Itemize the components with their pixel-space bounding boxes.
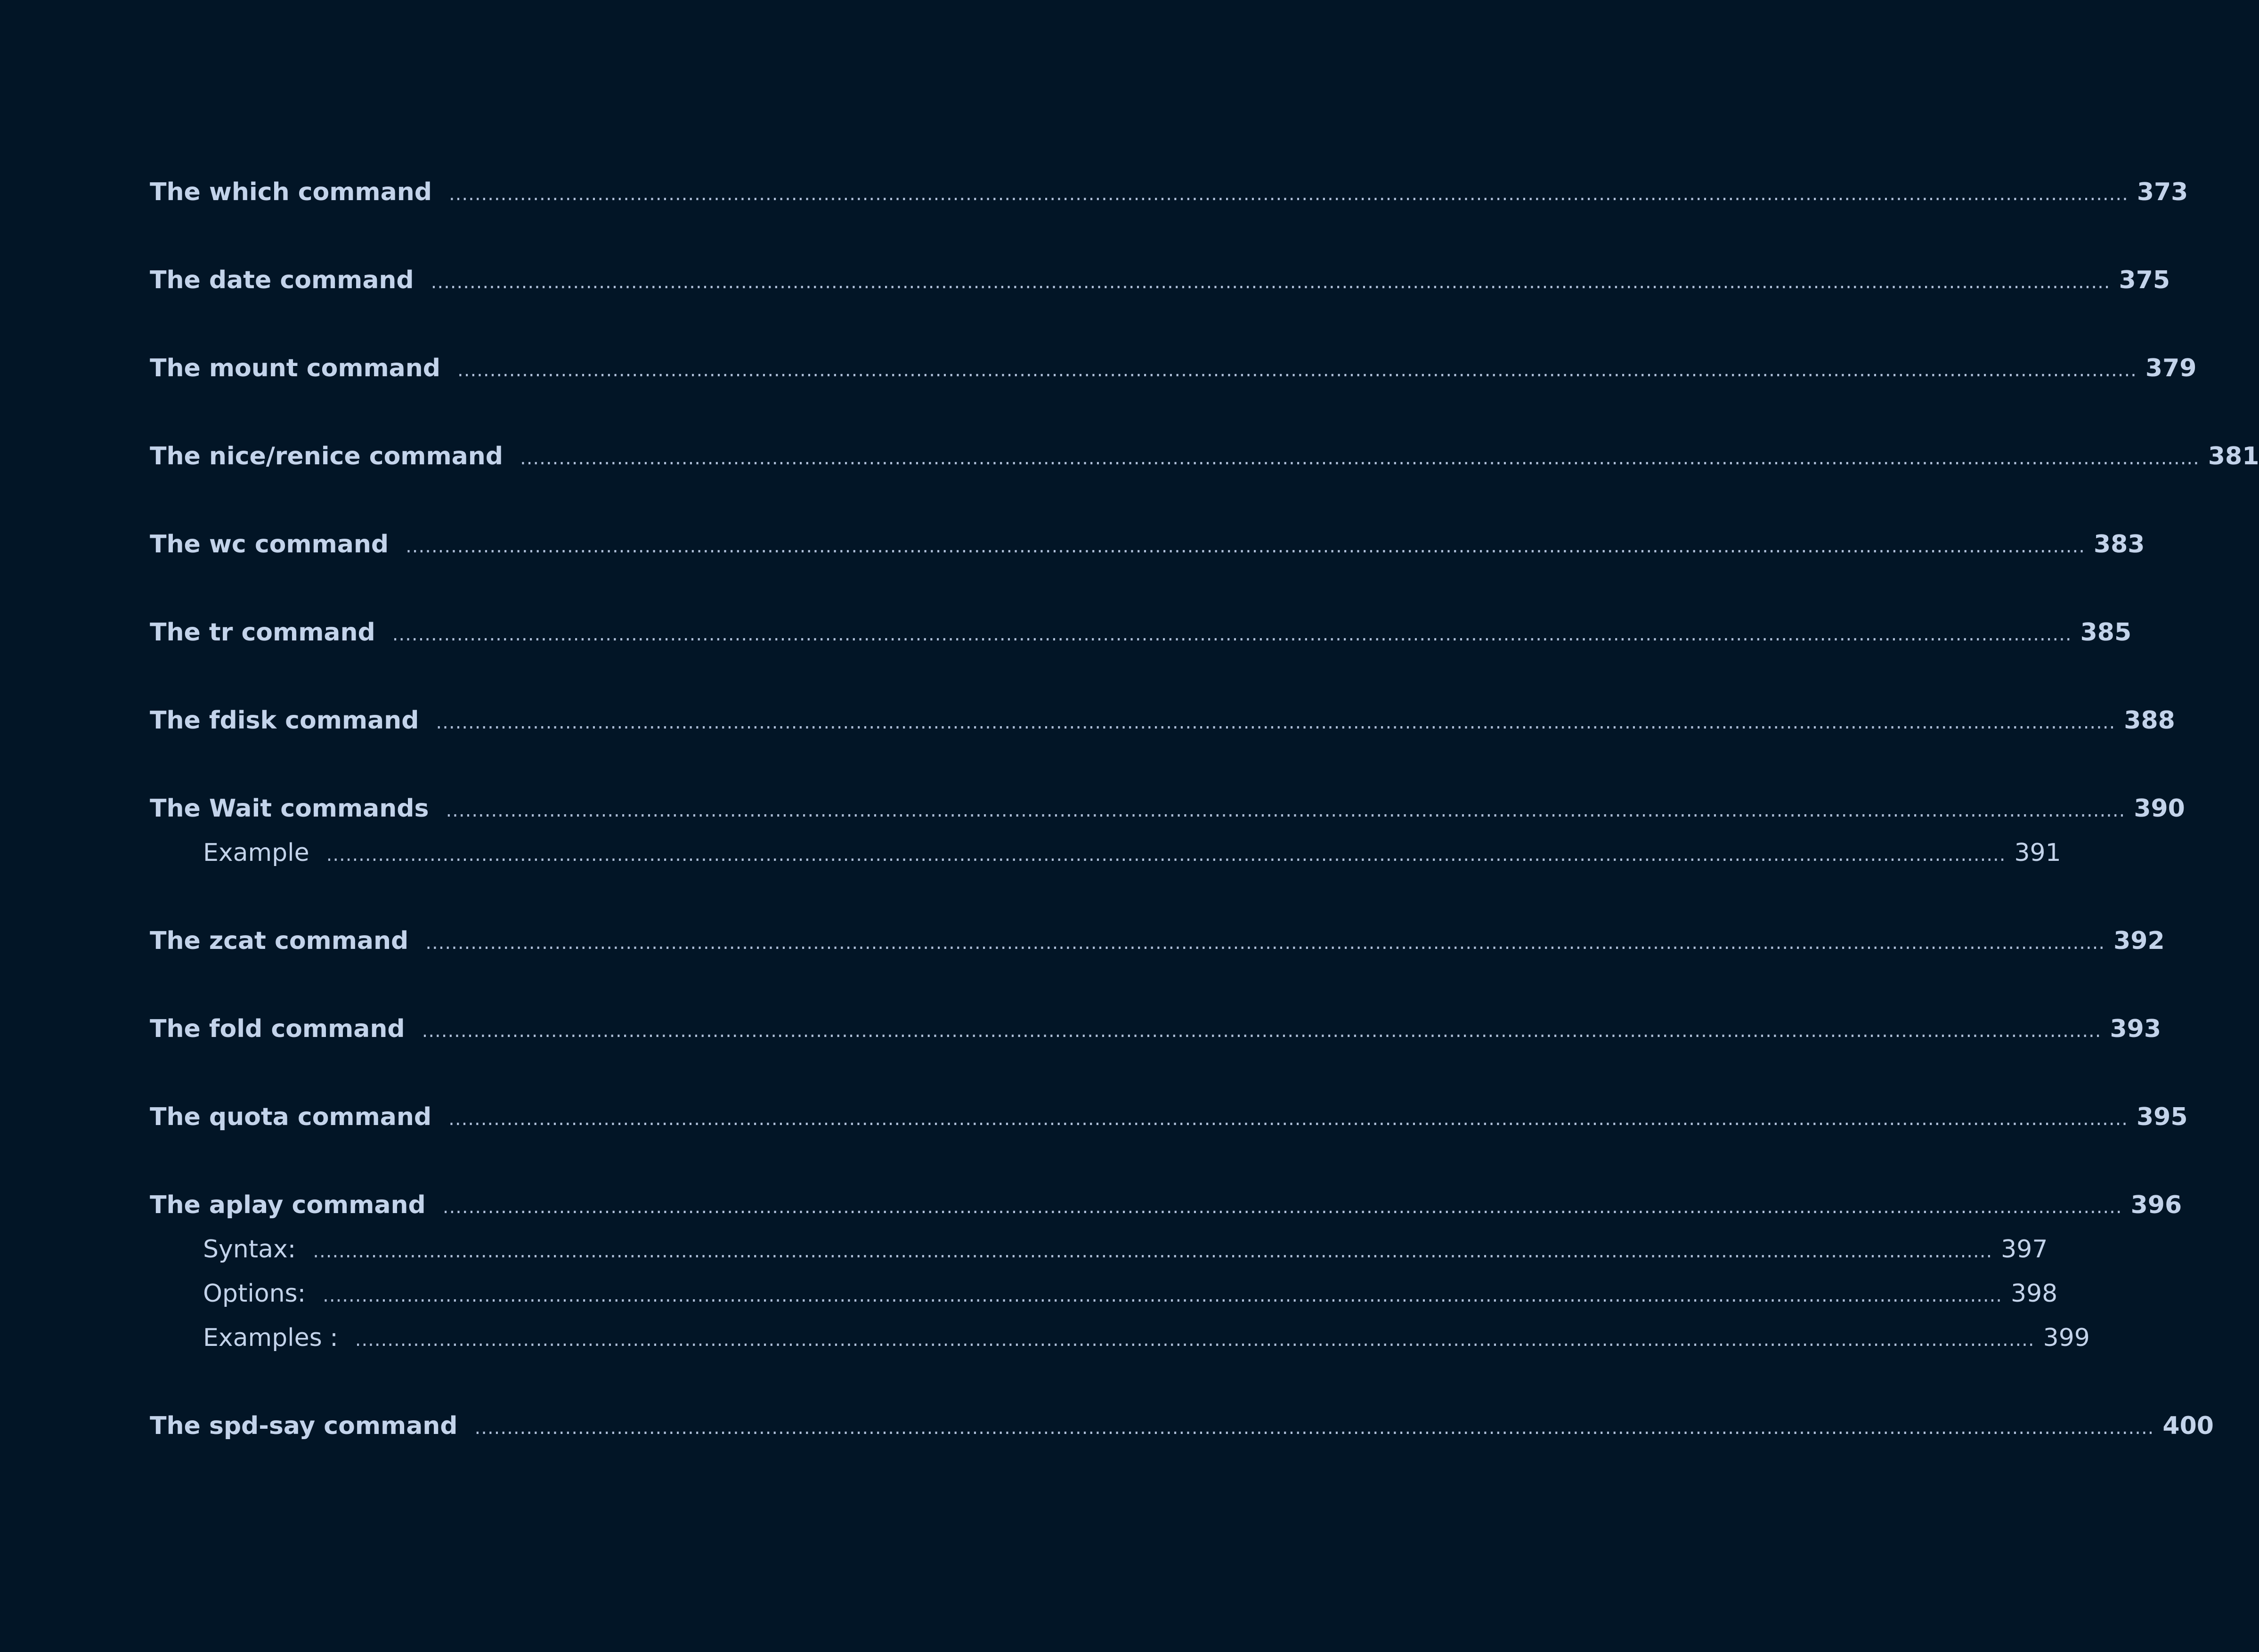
toc-entry-page: 375 [2119, 266, 2170, 294]
dot-leader: .................................................................................................................................................................................................................................................................... [355, 1329, 2035, 1351]
toc-entry-date[interactable] [150, 266, 2170, 294]
toc-entry-title: Example [203, 839, 309, 867]
toc-entry-page: 383 [2093, 530, 2145, 559]
dot-leader: .................................................................................................................................................................................................................................................................... [448, 183, 2129, 205]
dot-leader: .................................................................................................................................................................................................................................................................... [442, 1196, 2122, 1218]
toc-subentry-syntax[interactable] [150, 1235, 2048, 1263]
toc-subentry-options[interactable] [150, 1279, 2058, 1308]
toc-entry-page: 379 [2145, 354, 2197, 382]
toc-entry-page: 393 [2110, 1015, 2161, 1043]
dot-leader: .................................................................................................................................................................................................................................................................... [457, 359, 2137, 381]
dot-leader: .................................................................................................................................................................................................................................................................... [422, 1020, 2102, 1042]
toc-entry-page: 385 [2080, 618, 2132, 647]
toc-entry-fold[interactable] [150, 1015, 2161, 1043]
toc-entry-title: Examples : [203, 1324, 338, 1352]
toc-entry-fdisk[interactable] [150, 706, 2175, 735]
toc-subentry-example[interactable] [150, 839, 2061, 867]
toc-entry-wc[interactable] [150, 530, 2145, 559]
toc-entry-nice-renice[interactable] [150, 442, 2259, 470]
toc-entry-title: The quota command [150, 1103, 432, 1131]
toc-entry-title: The mount command [150, 354, 441, 382]
toc-entry-title: The which command [150, 178, 432, 206]
toc-entry-title: The Wait commands [150, 794, 429, 823]
toc-entry-tr[interactable] [150, 618, 2132, 647]
toc-entry-quota[interactable] [150, 1103, 2188, 1131]
toc-entry-title: The nice/renice command [150, 442, 503, 470]
dot-leader: .................................................................................................................................................................................................................................................................... [326, 844, 2006, 866]
toc-entry-title: The spd-say command [150, 1412, 458, 1440]
toc-subentry-examples[interactable] [150, 1324, 2090, 1352]
toc-entry-zcat[interactable] [150, 927, 2165, 955]
toc-entry-title: The fold command [150, 1015, 405, 1043]
toc-entry-title: Options: [203, 1279, 306, 1308]
toc-entry-page: 390 [2134, 794, 2185, 823]
dot-leader: .................................................................................................................................................................................................................................................................... [474, 1417, 2154, 1439]
toc-entry-title: Syntax: [203, 1235, 296, 1263]
toc-entry-title: The wc command [150, 530, 389, 559]
toc-entry-spd-say[interactable] [150, 1412, 2214, 1440]
toc-entry-page: 395 [2137, 1103, 2188, 1131]
toc-entry-aplay[interactable] [150, 1191, 2182, 1219]
toc-entry-title: The fdisk command [150, 706, 419, 735]
toc-entry-page: 397 [2001, 1235, 2048, 1263]
dot-leader: .................................................................................................................................................................................................................................................................... [406, 535, 2085, 557]
dot-leader: .................................................................................................................................................................................................................................................................... [520, 447, 2200, 469]
dot-leader: .................................................................................................................................................................................................................................................................... [431, 271, 2111, 293]
toc-entry-page: 373 [2137, 178, 2188, 206]
toc-entry-title: The tr command [150, 618, 375, 647]
toc-entry-page: 381 [2208, 442, 2259, 470]
toc-entry-page: 398 [2011, 1279, 2058, 1308]
toc-entry-wait[interactable] [150, 794, 2185, 823]
dot-leader: .................................................................................................................................................................................................................................................................... [425, 932, 2105, 954]
toc-entry-page: 391 [2014, 839, 2061, 867]
toc-entry-page: 400 [2162, 1412, 2214, 1440]
toc-entry-title: The aplay command [150, 1191, 426, 1219]
toc-entry-page: 396 [2130, 1191, 2182, 1219]
dot-leader: .................................................................................................................................................................................................................................................................... [392, 624, 2072, 645]
dot-leader: .................................................................................................................................................................................................................................................................... [313, 1240, 1993, 1262]
dot-leader: .................................................................................................................................................................................................................................................................... [446, 800, 2126, 821]
dot-leader: .................................................................................................................................................................................................................................................................... [436, 712, 2116, 733]
toc-entry-mount[interactable] [150, 354, 2197, 382]
toc-entry-page: 392 [2113, 927, 2165, 955]
toc-entry-which[interactable] [150, 178, 2188, 206]
toc-entry-title: The date command [150, 266, 414, 294]
toc-entry-page: 399 [2043, 1324, 2090, 1352]
toc-entry-page: 388 [2124, 706, 2175, 735]
dot-leader: .................................................................................................................................................................................................................................................................... [448, 1108, 2128, 1130]
dot-leader: .................................................................................................................................................................................................................................................................... [323, 1285, 2003, 1306]
toc-entry-title: The zcat command [150, 927, 409, 955]
